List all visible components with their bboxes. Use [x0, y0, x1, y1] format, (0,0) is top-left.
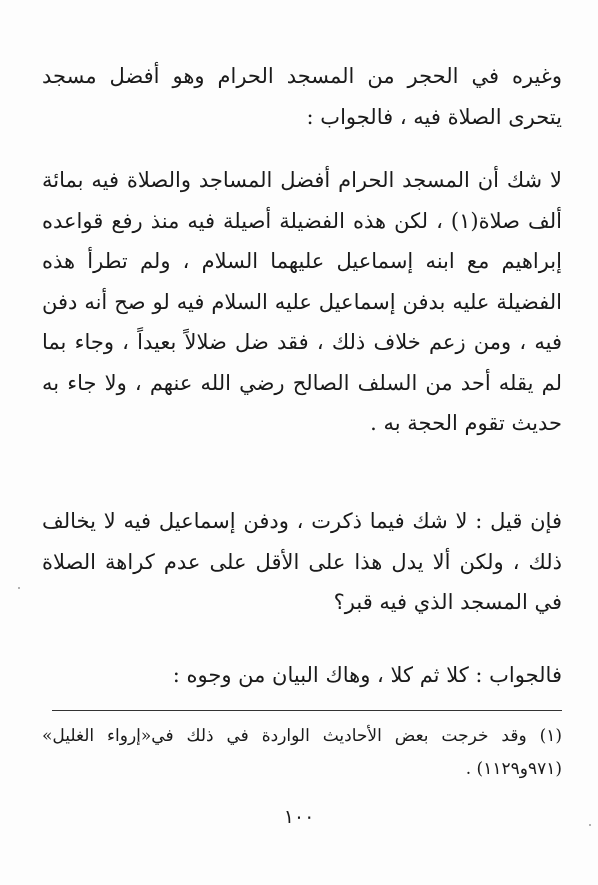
footnote-separator [52, 710, 562, 711]
paragraph-3 [42, 501, 562, 623]
footnotes [42, 720, 562, 786]
paragraph-4-text: فالجواب : كلا ثم كلا ، وهاك البيان من وجوه : [172, 663, 562, 687]
footnote-1: (١) وقد خرجت بعض الأحاديث الواردة في ذلك في«إرواء الغليل» (٩٧١و١١٢٩) . [42, 726, 562, 779]
page-number: ١٠٠ [283, 806, 315, 828]
paragraph-4 [42, 655, 562, 696]
scan-speck [18, 587, 20, 589]
paragraph-1 [42, 56, 562, 137]
paragraph-2 [42, 160, 562, 444]
paragraph-1-text: وغيره في الحجر من المسجد الحرام وهو أفضل مسجد يتحرى الصلاة فيه ، فالجواب : [42, 64, 562, 129]
paragraph-2-text: لا شك أن المسجد الحرام أفضل المساجد والصلاة فيه بمائة ألف صلاة(١) ، لكن هذه الفضيلة أصيلة فيه منذ رفع قواعده إبراهيم مع ابنه إسماعيل عليهما السلام ، ولم تطرأ هذه الفضيلة عليه بدفن إسماعيل عليه السلام فيه لو صح أنه دفن فيه ، ومن زعم خلاف ذلك ، فقد ضل ضلالاً بعيداً ، وجاء بما لم يقله أحد من السلف الصالح رضي الله عنهم ، ولا جاء به حديث تقوم الحجة به . [42, 168, 562, 435]
paragraph-3-text: فإن قيل : لا شك فيما ذكرت ، ودفن إسماعيل فيه لا يخالف ذلك ، ولكن ألا يدل هذا على الأقل على عدم كراهة الصلاة في المسجد الذي فيه قبر؟ [42, 509, 562, 614]
scan-speck [589, 824, 591, 826]
